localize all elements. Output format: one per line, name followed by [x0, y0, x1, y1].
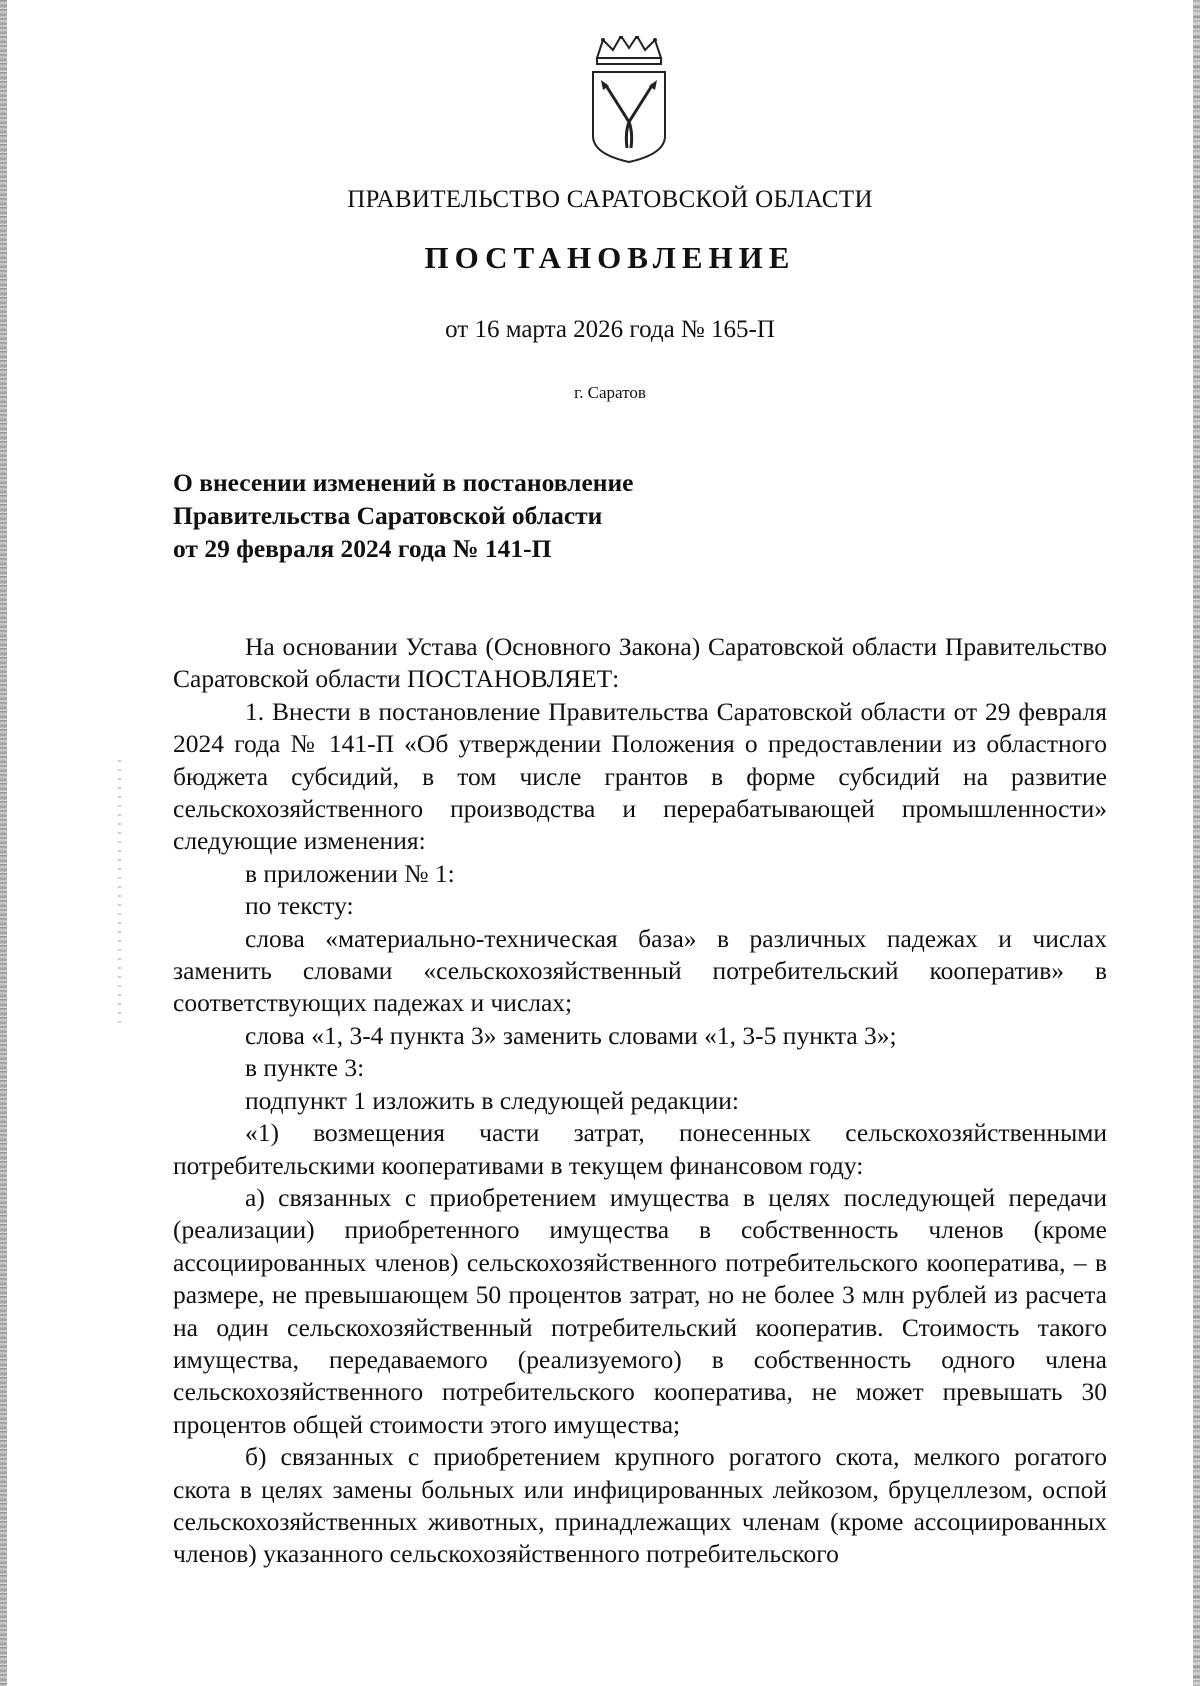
- body-paragraph: слова «1, 3-4 пункта 3» заменить словами «1, 3-5 пункта 3»;: [245, 1020, 897, 1050]
- body-paragraph: по тексту:: [245, 891, 354, 921]
- document-type: ПОСТАНОВЛЕНИЕ: [424, 240, 796, 275]
- body-paragraph: «1) возмещения части затрат, понесенных сельскохозяйственными потребительскими кооперативами в текущем финансовом году:: [173, 1118, 1107, 1180]
- body-paragraph: б) связанных с приобретением крупного рогатого скота, мелкого рогатого скота в целях замены больных или инфицированных лейкозом, бруцеллезом, оспой сельскохозяйственных животных, принадлежащих членам (кроме ассоциированных членов) указанного сельскохозяйственного потребительского: [173, 1442, 1107, 1569]
- body-paragraph: подпункт 1 изложить в следующей редакции:: [245, 1085, 739, 1115]
- scan-margin-marks: [118, 760, 121, 1030]
- document-date-number: от 16 марта 2026 года № 165-П: [445, 316, 775, 343]
- document-city: г. Саратов: [574, 383, 646, 402]
- document-title: [173, 466, 873, 565]
- body-paragraph: а) связанных с приобретением имущества в целях последующей передачи (реализации) приобретенного имущества в собственность членов (кроме ассоциированных членов) сельскохозяйственного потребительского кооператива, – в размере, не превышающем 50 процентов затрат, но не более 3 млн рублей из расчета на один сельскохозяйственный потребительский кооператив. Стоимость такого имущества, передаваемого (реализуемого) в собственность одного члена сельскохозяйственного потребительского кооператива, не может превышать 30 процентов общей стоимости этого имущества;: [173, 1182, 1107, 1439]
- body-paragraph: На основании Устава (Основного Закона) Саратовской области Правительство Саратовской области ПОСТАНОВЛЯЕТ:: [173, 632, 1107, 694]
- body-paragraph: в приложении № 1:: [245, 858, 455, 888]
- issuing-authority: ПРАВИТЕЛЬСТВО САРАТОВСКОЙ ОБЛАСТИ: [347, 186, 873, 213]
- document-title-line: Правительства Саратовской области: [173, 501, 603, 530]
- document-title-line: от 29 февраля 2024 года № 141-П: [173, 534, 552, 563]
- body-paragraph: в пункте 3:: [245, 1053, 365, 1083]
- document-title-line: О внесении изменений в постановление: [173, 468, 634, 497]
- body-paragraph: 1. Внести в постановление Правительства Саратовской области от 29 февраля 2024 года № 141-П «Об утверждении Положения о предоставлении из областного бюджета субсидий, в том числе грантов в форме субсидий на развитие сельскохозяйственного производства и перерабатывающей промышленности» следующие изменения:: [173, 696, 1107, 856]
- document-body: [173, 631, 1107, 1571]
- saratov-coat-of-arms-icon: [589, 36, 669, 164]
- body-paragraph: слова «материально-техническая база» в различных падежах и числах заменить словами «сельскохозяйственный потребительский кооператив» в соответствующих падежах и числах;: [173, 923, 1107, 1018]
